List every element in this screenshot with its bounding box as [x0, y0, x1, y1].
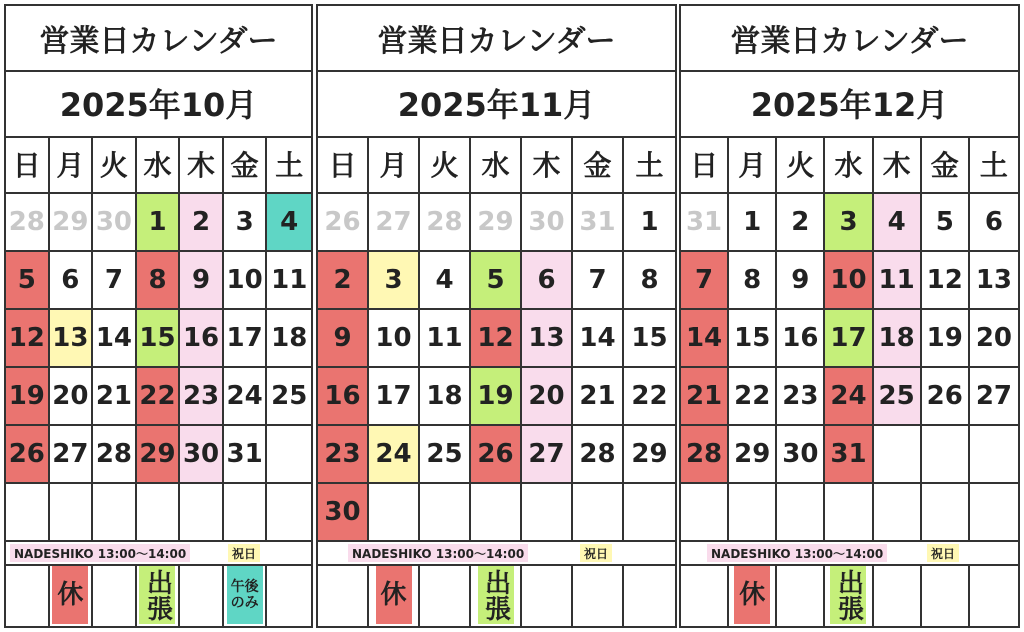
day-cell: 19: [922, 310, 970, 368]
empty-cell: [267, 426, 311, 484]
day-cell: 27: [522, 426, 573, 484]
legend-holiday: 祝日: [580, 544, 612, 562]
weekday-header: 日: [681, 136, 729, 194]
empty-cell: [624, 484, 675, 542]
day-cell: 30: [93, 194, 137, 252]
day-cell: 10: [825, 252, 873, 310]
month-label: 2025年10月: [6, 70, 311, 138]
legend-strip: [6, 544, 311, 566]
day-cell: 30: [180, 426, 224, 484]
empty-cell: [922, 484, 970, 542]
day-cell: 12: [471, 310, 522, 368]
empty-cell: [267, 484, 311, 542]
weekday-header: 火: [777, 136, 825, 194]
day-cell: 5: [6, 252, 50, 310]
day-cell: 2: [777, 194, 825, 252]
day-cell: 29: [137, 426, 181, 484]
calendar-october: [4, 4, 313, 628]
day-cell: 20: [50, 368, 94, 426]
weekday-header: 金: [573, 136, 624, 194]
calendar-grid: [681, 136, 1018, 544]
day-cell: 1: [729, 194, 777, 252]
day-cell: 3: [369, 252, 420, 310]
day-cell: 18: [874, 310, 922, 368]
day-cell: 11: [874, 252, 922, 310]
day-cell: 26: [922, 368, 970, 426]
empty-cell: [522, 484, 573, 542]
day-cell: 5: [471, 252, 522, 310]
day-cell: 24: [369, 426, 420, 484]
day-cell: 29: [471, 194, 522, 252]
day-cell: 25: [874, 368, 922, 426]
day-cell: 12: [922, 252, 970, 310]
legend-strip: [318, 544, 675, 566]
day-cell: 14: [573, 310, 624, 368]
weekday-header: 木: [522, 136, 573, 194]
day-cell: 21: [93, 368, 137, 426]
legend-holiday: 祝日: [927, 544, 959, 562]
day-cell: 22: [624, 368, 675, 426]
day-cell: 25: [420, 426, 471, 484]
day-cell: 15: [137, 310, 181, 368]
legend-business-trip: 出張: [139, 566, 175, 624]
day-cell: 8: [137, 252, 181, 310]
day-cell: 7: [573, 252, 624, 310]
day-cell: 7: [93, 252, 137, 310]
day-cell: 3: [825, 194, 873, 252]
empty-cell: [137, 484, 181, 542]
legend-strip: [681, 544, 1018, 566]
weekday-header: 水: [825, 136, 873, 194]
day-cell: 6: [522, 252, 573, 310]
empty-cell: [681, 484, 729, 542]
weekday-header: 月: [729, 136, 777, 194]
day-cell: 24: [825, 368, 873, 426]
empty-cell: [573, 484, 624, 542]
day-cell: 20: [970, 310, 1018, 368]
day-cell: 30: [318, 484, 369, 542]
weekday-header: 木: [874, 136, 922, 194]
empty-cell: [825, 484, 873, 542]
day-cell: 23: [777, 368, 825, 426]
legend-closed: 休: [734, 566, 770, 624]
weekday-header: 土: [624, 136, 675, 194]
day-cell: 18: [420, 368, 471, 426]
day-cell: 17: [369, 368, 420, 426]
day-cell: 13: [970, 252, 1018, 310]
day-cell: 2: [180, 194, 224, 252]
legend-nadeshiko: NADESHIKO 13:00〜14:00: [348, 544, 528, 562]
day-cell: 6: [970, 194, 1018, 252]
empty-cell: [420, 484, 471, 542]
day-cell: 4: [420, 252, 471, 310]
empty-cell: [471, 484, 522, 542]
day-cell: 1: [137, 194, 181, 252]
empty-cell: [224, 484, 268, 542]
day-cell: 23: [180, 368, 224, 426]
legend-holiday: 祝日: [228, 544, 260, 562]
day-cell: 3: [224, 194, 268, 252]
day-cell: 13: [522, 310, 573, 368]
day-cell: 6: [50, 252, 94, 310]
day-cell: 10: [224, 252, 268, 310]
day-cell: 27: [50, 426, 94, 484]
weekday-header: 土: [267, 136, 311, 194]
month-label: 2025年12月: [681, 70, 1018, 138]
day-cell: 15: [624, 310, 675, 368]
day-cell: 26: [6, 426, 50, 484]
legend-afternoon-only: 午後のみ: [227, 566, 263, 624]
day-cell: 16: [180, 310, 224, 368]
empty-cell: [970, 426, 1018, 484]
empty-cell: [874, 426, 922, 484]
day-cell: 22: [137, 368, 181, 426]
day-cell: 28: [573, 426, 624, 484]
day-cell: 26: [471, 426, 522, 484]
day-cell: 16: [318, 368, 369, 426]
day-cell: 11: [267, 252, 311, 310]
day-cell: 31: [825, 426, 873, 484]
weekday-header: 水: [137, 136, 181, 194]
day-cell: 23: [318, 426, 369, 484]
empty-cell: [180, 484, 224, 542]
day-cell: 19: [6, 368, 50, 426]
day-cell: 31: [573, 194, 624, 252]
weekday-header: 金: [922, 136, 970, 194]
legend-nadeshiko: NADESHIKO 13:00〜14:00: [707, 544, 887, 562]
day-cell: 14: [93, 310, 137, 368]
day-cell: 11: [420, 310, 471, 368]
day-cell: 9: [180, 252, 224, 310]
day-cell: 17: [224, 310, 268, 368]
month-label: 2025年11月: [318, 70, 675, 138]
empty-cell: [50, 484, 94, 542]
day-cell: 4: [267, 194, 311, 252]
day-cell: 30: [522, 194, 573, 252]
day-cell: 12: [6, 310, 50, 368]
calendar-grid: [6, 136, 311, 544]
day-cell: 27: [369, 194, 420, 252]
day-cell: 21: [573, 368, 624, 426]
day-cell: 20: [522, 368, 573, 426]
calendar-title: 営業日カレンダー: [318, 6, 675, 72]
weekday-header: 水: [471, 136, 522, 194]
legend-business-trip: 出張: [478, 566, 514, 624]
legend-closed: 休: [376, 566, 412, 624]
day-cell: 31: [224, 426, 268, 484]
empty-cell: [6, 484, 50, 542]
day-cell: 18: [267, 310, 311, 368]
weekday-header: 土: [970, 136, 1018, 194]
day-cell: 28: [420, 194, 471, 252]
day-cell: 27: [970, 368, 1018, 426]
calendar-december: [679, 4, 1020, 628]
day-cell: 9: [777, 252, 825, 310]
legend-row: [318, 564, 675, 626]
day-cell: 28: [6, 194, 50, 252]
day-cell: 5: [922, 194, 970, 252]
weekday-header: 金: [224, 136, 268, 194]
empty-cell: [729, 484, 777, 542]
legend-nadeshiko: NADESHIKO 13:00〜14:00: [10, 544, 190, 562]
day-cell: 4: [874, 194, 922, 252]
empty-cell: [369, 484, 420, 542]
day-cell: 10: [369, 310, 420, 368]
weekday-header: 月: [369, 136, 420, 194]
weekday-header: 日: [318, 136, 369, 194]
calendar-title: 営業日カレンダー: [6, 6, 311, 72]
day-cell: 16: [777, 310, 825, 368]
day-cell: 19: [471, 368, 522, 426]
day-cell: 21: [681, 368, 729, 426]
weekday-header: 月: [50, 136, 94, 194]
weekday-header: 木: [180, 136, 224, 194]
weekday-header: 日: [6, 136, 50, 194]
empty-cell: [970, 484, 1018, 542]
legend-closed: 休: [52, 566, 88, 624]
empty-cell: [874, 484, 922, 542]
legend-business-trip: 出張: [830, 566, 866, 624]
day-cell: 2: [318, 252, 369, 310]
day-cell: 7: [681, 252, 729, 310]
day-cell: 29: [729, 426, 777, 484]
empty-cell: [93, 484, 137, 542]
day-cell: 28: [681, 426, 729, 484]
day-cell: 29: [624, 426, 675, 484]
empty-cell: [777, 484, 825, 542]
day-cell: 25: [267, 368, 311, 426]
empty-cell: [922, 426, 970, 484]
day-cell: 17: [825, 310, 873, 368]
legend-row: [6, 564, 311, 626]
day-cell: 22: [729, 368, 777, 426]
day-cell: 28: [93, 426, 137, 484]
day-cell: 26: [318, 194, 369, 252]
day-cell: 31: [681, 194, 729, 252]
day-cell: 24: [224, 368, 268, 426]
calendar-grid: [318, 136, 675, 544]
day-cell: 15: [729, 310, 777, 368]
day-cell: 30: [777, 426, 825, 484]
day-cell: 13: [50, 310, 94, 368]
weekday-header: 火: [93, 136, 137, 194]
day-cell: 29: [50, 194, 94, 252]
day-cell: 8: [624, 252, 675, 310]
day-cell: 9: [318, 310, 369, 368]
calendar-title: 営業日カレンダー: [681, 6, 1018, 72]
day-cell: 1: [624, 194, 675, 252]
weekday-header: 火: [420, 136, 471, 194]
day-cell: 14: [681, 310, 729, 368]
calendar-november: [316, 4, 677, 628]
day-cell: 8: [729, 252, 777, 310]
legend-row: [681, 564, 1018, 626]
